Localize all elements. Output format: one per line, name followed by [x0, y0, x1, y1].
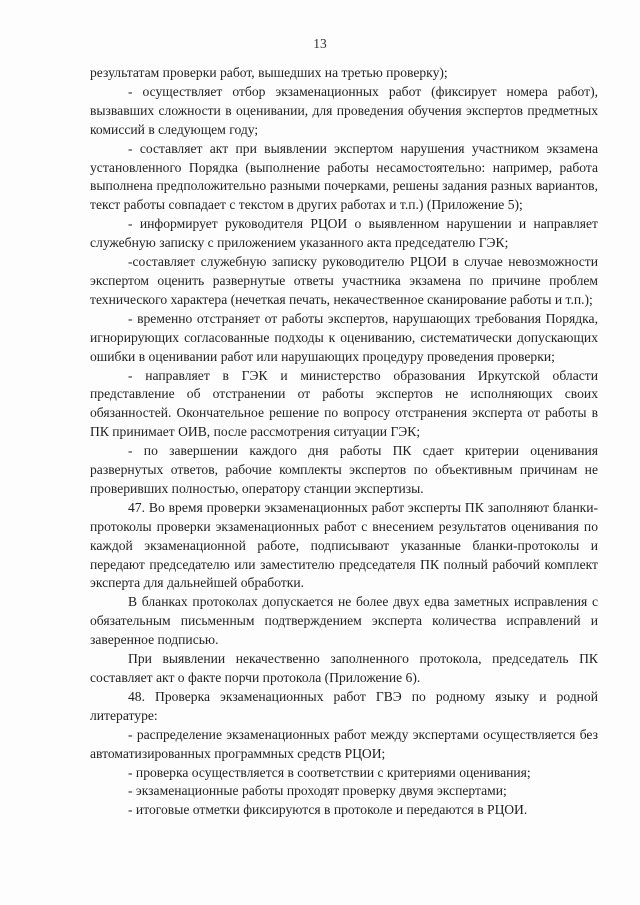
paragraph-service-note: -составляет служебную записку руководителю РЦОИ в случае невозможности экспертом оценить развернутые ответы участника экзамена по причине проблем технического характера (нечеткая печать, некачественное сканирование работы и т.п.);: [90, 254, 598, 307]
page-number: 13: [313, 36, 327, 51]
paragraph-violation-act: - составляет акт при выявлении экспертом нарушения участником экзамена установленного Порядка (выполнение работы несамостоятельно: например, работа выполнена предположительно разными почерками, решены задания разных вариантов, текст работы совпадает с текстом в других работах и т.п.) (Приложение 5);: [90, 140, 598, 213]
document-body: [90, 64, 598, 820]
paragraph-suspend-experts: - временно отстраняет от работы экспертов, нарушающих требования Порядка, игнорирующих согласованные подходы к оцениванию, систематически допускающих ошибки в оценивании работ или нарушающих процедуру проведения проверки;: [90, 310, 598, 364]
paragraph-item-48: 48. Проверка экзаменационных работ ГВЭ по родному языку и родной литературе:: [90, 688, 598, 723]
paragraph-inform-rcoi: - информирует руководителя РЦОИ о выявленном нарушении и направляет служебную записку с приложением указанного акта председателю ГЭК;: [90, 216, 598, 251]
paragraph-criteria: - проверка осуществляется в соответствии с критериями оценивания;: [128, 764, 531, 780]
paragraph-distribution: - распределение экзаменационных работ между экспертами осуществляется без автоматизированных программных средств РЦОИ;: [90, 726, 598, 761]
paragraph-damage-act: При выявлении некачественно заполненного протокола, председатель ПК составляет акт о факте порчи протокола (Приложение 6).: [90, 651, 598, 685]
paragraph-item-47: 47. Во время проверки экзаменационных работ эксперты ПК заполняют бланки-протоколы проверки экзаменационных работ с внесением результатов оценивания по каждой экзаменационной работе, подписывают указанные бланки-протоколы и передают председателю или заместителю председателя ПК полный рабочий комплект эксперта для дальнейшей обработки.: [90, 499, 598, 591]
paragraph-selection-of-works: - осуществляет отбор экзаменационных работ (фиксирует номера работ), вызвавших сложности в оценивании, для проведения обучения экспертов предметных комиссий в следующем году;: [90, 83, 598, 137]
paragraph-corrections: В бланках протоколах допускается не более двух едва заметных исправления с обязательным письменным подтверждением эксперта количества исправлений и заверенное подписью.: [90, 594, 598, 648]
paragraph-two-experts: - экзаменационные работы проходят проверку двумя экспертами;: [128, 783, 507, 799]
paragraph-final-marks: - итоговые отметки фиксируются в протоколе и передаются в РЦОИ.: [128, 802, 528, 818]
paragraph-suspension-submission: - направляет в ГЭК и министерство образования Иркутской области представление об отстранении от работы экспертов не исполняющих своих обязанностей. Окончательное решение по вопросу отстранения эксперта от работы в ПК принимает ОИВ, после рассмотрения ситуации ГЭК;: [90, 367, 598, 440]
paragraph-continuation: результатам проверки работ, вышедших на третью проверку);: [90, 65, 448, 80]
paragraph-end-of-day: - по завершении каждого дня работы ПК сдает критерии оценивания развернутых ответов, рабочие комплекты экспертов по объективным причинам не проверивших полностью, оператору станции экспертизы.: [90, 443, 598, 496]
